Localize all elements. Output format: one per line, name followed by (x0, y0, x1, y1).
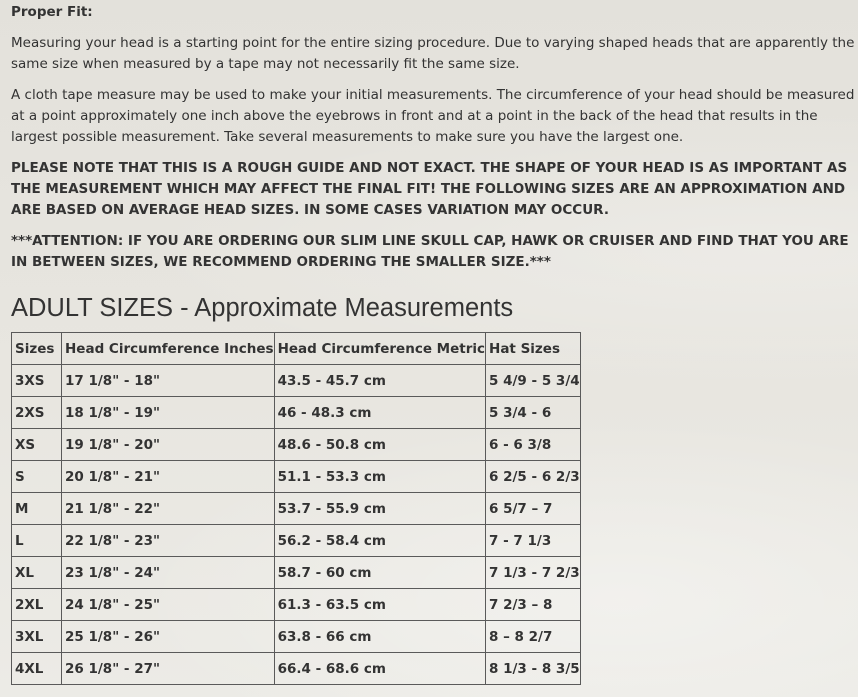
proper-fit-heading: Proper Fit: (11, 4, 93, 20)
metric-cell: 48.6 - 50.8 cm (274, 429, 485, 461)
tape-measure-paragraph: A cloth tape measure may be used to make your initial measurements. The circumference of your head should be measured at a point approximately one inch above the eyebrows in front and at a point in the back of the head that results in the largest possible measurement. Take several measurements to make sure you have the largest one. (11, 87, 855, 145)
metric-cell: 46 - 48.3 cm (274, 397, 485, 429)
header-metric: Head Circumference Metric (274, 333, 485, 365)
table-row (12, 589, 581, 621)
table-row (12, 653, 581, 685)
size-cell: 3XS (12, 365, 62, 397)
size-cell: XS (12, 429, 62, 461)
metric-cell: 66.4 - 68.6 cm (274, 653, 485, 685)
table-row (12, 461, 581, 493)
table-row (12, 429, 581, 461)
table-row (12, 397, 581, 429)
hat-size-cell: 5 4/9 - 5 3/4 (486, 365, 581, 397)
size-cell: L (12, 525, 62, 557)
size-cell: 4XL (12, 653, 62, 685)
metric-cell: 43.5 - 45.7 cm (274, 365, 485, 397)
hat-size-cell: 8 – 8 2/7 (486, 621, 581, 653)
table-header-row (12, 333, 581, 365)
inches-cell: 25 1/8" - 26" (62, 621, 275, 653)
table-row (12, 525, 581, 557)
inches-cell: 22 1/8" - 23" (62, 525, 275, 557)
inches-cell: 20 1/8" - 21" (62, 461, 275, 493)
hat-size-cell: 7 - 7 1/3 (486, 525, 581, 557)
size-cell: 2XL (12, 589, 62, 621)
metric-cell: 58.7 - 60 cm (274, 557, 485, 589)
hat-size-cell: 6 5/7 – 7 (486, 493, 581, 525)
inches-cell: 24 1/8" - 25" (62, 589, 275, 621)
measuring-paragraph: Measuring your head is a starting point for the entire sizing procedure. Due to varying shaped heads that are apparently the same size when measured by a tape may not necessarily fit the same size. (11, 35, 855, 72)
header-sizes: Sizes (12, 333, 62, 365)
inches-cell: 26 1/8" - 27" (62, 653, 275, 685)
attention-note: ***ATTENTION: IF YOU ARE ORDERING OUR SLIM LINE SKULL CAP, HAWK OR CRUISER AND FIND THAT YOU ARE IN BETWEEN SIZES, WE RECOMMEND ORDERING THE SMALLER SIZE.*** (11, 233, 849, 270)
metric-cell: 53.7 - 55.9 cm (274, 493, 485, 525)
hat-size-cell: 7 2/3 – 8 (486, 589, 581, 621)
inches-cell: 23 1/8" - 24" (62, 557, 275, 589)
fit-guide-content (11, 2, 857, 685)
inches-cell: 19 1/8" - 20" (62, 429, 275, 461)
size-cell: M (12, 493, 62, 525)
metric-cell: 61.3 - 63.5 cm (274, 589, 485, 621)
inches-cell: 17 1/8" - 18" (62, 365, 275, 397)
table-row (12, 365, 581, 397)
table-row (12, 493, 581, 525)
size-cell: XL (12, 557, 62, 589)
adult-sizes-title: ADULT SIZES - Approximate Measurements (11, 294, 514, 322)
hat-size-cell: 6 - 6 3/8 (486, 429, 581, 461)
hat-size-cell: 8 1/3 - 8 3/5 (486, 653, 581, 685)
table-row (12, 557, 581, 589)
size-cell: 3XL (12, 621, 62, 653)
header-inches: Head Circumference Inches (62, 333, 275, 365)
hat-size-cell: 6 2/5 - 6 2/3 (486, 461, 581, 493)
metric-cell: 56.2 - 58.4 cm (274, 525, 485, 557)
table-row (12, 621, 581, 653)
inches-cell: 21 1/8" - 22" (62, 493, 275, 525)
metric-cell: 63.8 - 66 cm (274, 621, 485, 653)
adult-sizes-table (11, 332, 581, 685)
hat-size-cell: 5 3/4 - 6 (486, 397, 581, 429)
metric-cell: 51.1 - 53.3 cm (274, 461, 485, 493)
inches-cell: 18 1/8" - 19" (62, 397, 275, 429)
size-cell: S (12, 461, 62, 493)
size-cell: 2XS (12, 397, 62, 429)
hat-size-cell: 7 1/3 - 7 2/3 (486, 557, 581, 589)
header-hat-sizes: Hat Sizes (486, 333, 581, 365)
rough-guide-note: PLEASE NOTE THAT THIS IS A ROUGH GUIDE AND NOT EXACT. THE SHAPE OF YOUR HEAD IS AS IMPORTANT AS THE MEASUREMENT WHICH MAY AFFECT THE FINAL FIT! THE FOLLOWING SIZES ARE AN APPROXIMATION AND ARE BASED ON AVERAGE HEAD SIZES. IN SOME CASES VARIATION MAY OCCUR. (11, 160, 848, 218)
